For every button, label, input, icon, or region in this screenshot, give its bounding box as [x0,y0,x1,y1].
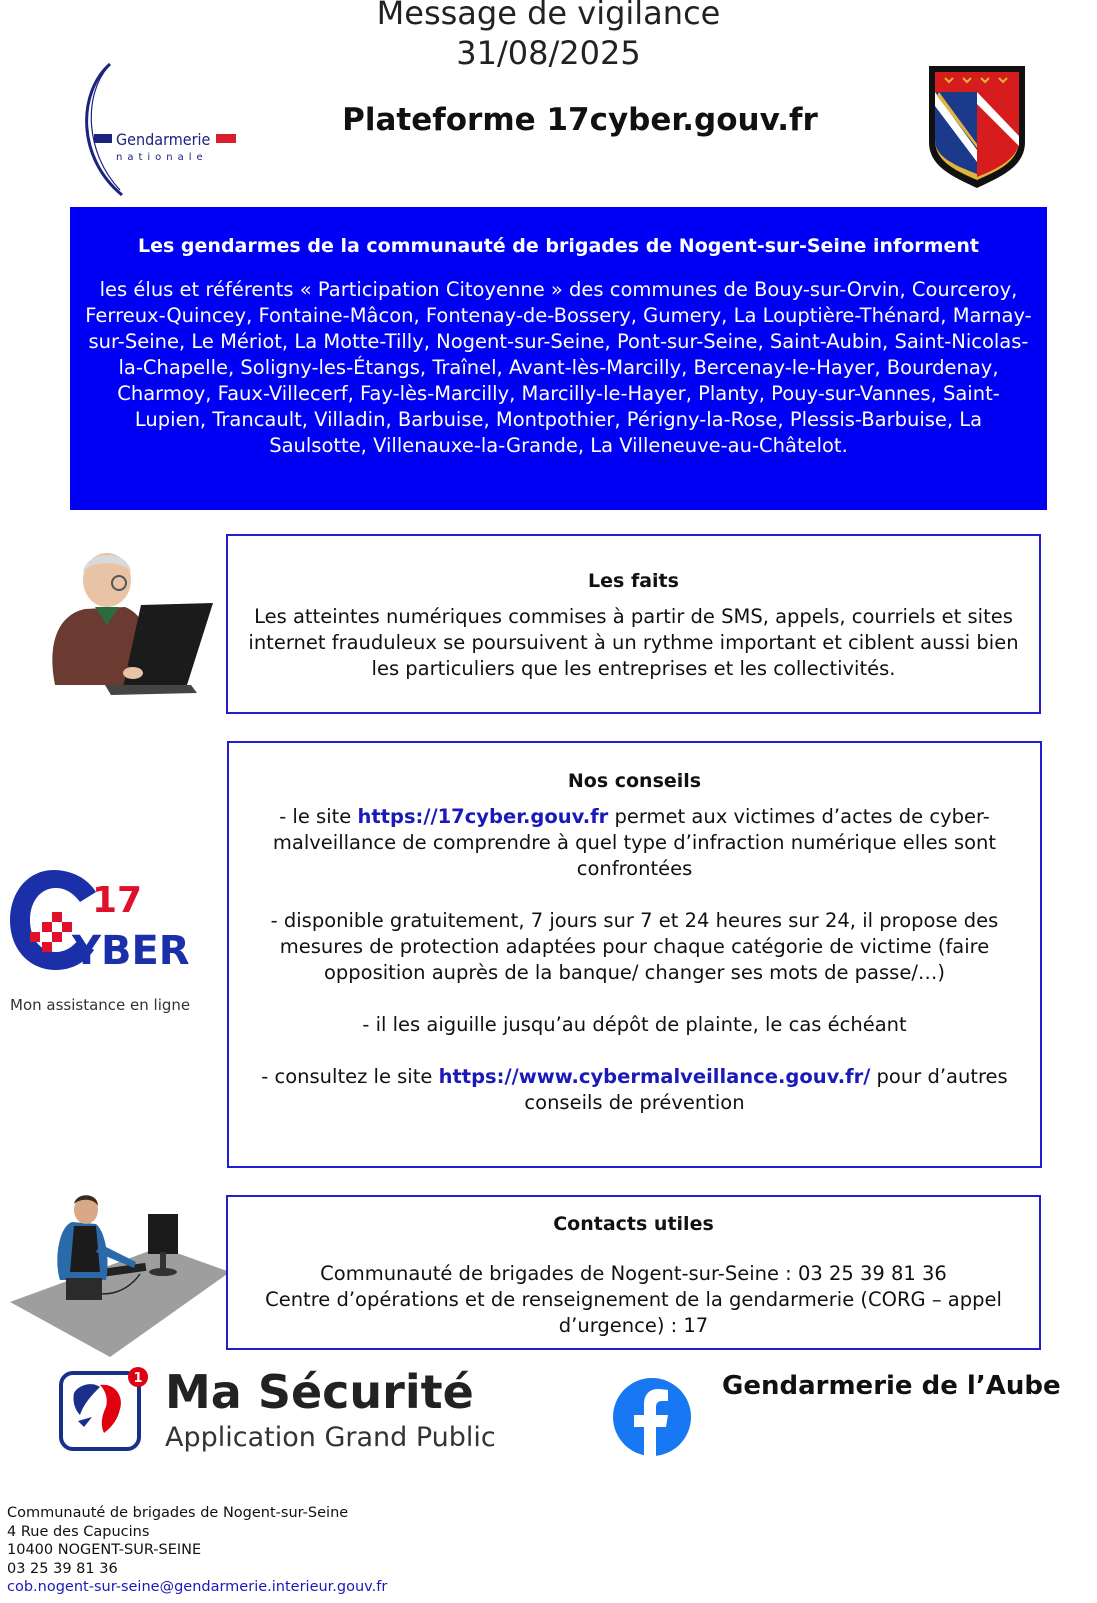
footer-address [7,1504,387,1597]
cyber-number: 17 [92,880,143,921]
intro-box [70,207,1047,510]
gendarmerie-word: Gendarmerie [116,130,211,149]
contact-line-brigade: Communauté de brigades de Nogent-sur-Seine : 03 25 39 81 36 [320,1262,947,1285]
intro-heading: Les gendarmes de la communauté de brigades de Nogent-sur-Seine informent [138,235,979,257]
man-at-laptop-illustration [45,545,215,700]
advice-paragraph-2: - disponible gratuitement, 7 jours sur 7 et 24 heures sur 24, il propose des mesures de protection adaptées pour chaque catégorie de victime (faire opposition auprès de la banque/ changer ses mots de passe/…) [270,909,999,984]
notification-badge: 1 [133,1371,143,1386]
gendarme-at-computer-illustration [10,1192,230,1357]
footer-city: 10400 NOGENT-SUR-SEINE [7,1542,202,1558]
cyber-word: YBER [72,928,190,974]
facebook-page-label: Gendarmerie de l’Aube [722,1371,1061,1401]
footer-email-link[interactable]: cob.nogent-sur-seine@gendarmerie.interieur.gouv.fr [7,1579,388,1595]
17cyber-link[interactable]: https://17cyber.gouv.fr [357,805,609,828]
advice-paragraph-4: - consultez le site https://www.cybermalveillance.gouv.fr/ pour d’autres conseils de prévention [261,1065,1008,1114]
ma-securite-title: Ma Sécurité [165,1365,474,1419]
footer-unit: Communauté de brigades de Nogent-sur-Seine [7,1505,349,1521]
cybermalveillance-link[interactable]: https://www.cybermalveillance.gouv.fr/ [438,1065,871,1088]
advice-box [227,741,1042,1168]
contacts-title: Contacts utiles [553,1213,714,1235]
document-date: 31/08/2025 [456,34,641,72]
17cyber-logo [8,870,203,975]
document-title: Message de vigilance [376,0,721,32]
footer-phone: 03 25 39 81 36 [7,1560,118,1577]
gendarmerie-sub: nationale [116,152,208,163]
platform-heading: Plateforme 17cyber.gouv.fr [342,102,818,138]
footer-street: 4 Rue des Capucins [7,1523,150,1540]
facebook-icon[interactable] [610,1375,694,1459]
contacts-box [226,1195,1041,1350]
advice-paragraph-1: - le site https://17cyber.gouv.fr permet aux victimes d’actes de cyber-malveillance de comprendre à quel type d’infraction numérique elles sont confrontées [272,805,997,880]
intro-body: les élus et référents « Participation Citoyenne » des communes de Bouy-sur-Orvin, Courceroy, Ferreux-Quincey, Fontaine-Mâcon, Fontenay-de-Bossery, Gumery, La Louptière-Thénard, Marnay-sur-Seine, Le Mériot, La Motte-Tilly, Nogent-sur-Seine, Pont-sur-Seine, Saint-Aubin, Saint-Nicolas-la-Chapelle, Soligny-les-Étangs, Traînel, Avant-lès-Marcilly, Bercenay-le-Hayer, Bourdenay, Charmoy, Faux-Villecerf, Fay-lès-Marcilly, Marcilly-le-Hayer, Planty, Pouy-sur-Vannes, Saint-Lupien, Trancault, Villadin, Barbuise, Montpothier, Périgny-la-Rose, Plessis-Barbuise, La Saulsotte, Villenauxe-la-Grande, La Villeneuve-au-Châtelot. [85,278,1032,457]
advice-paragraph-3: - il les aiguille jusqu’au dépôt de plainte, le cas échéant [362,1013,907,1036]
coat-of-arms-shield [925,62,1029,190]
contact-line-corg: Centre d’opérations et de renseignement de la gendarmerie (CORG – appel d’urgence) : 17 [265,1288,1002,1337]
ma-securite-subtitle: Application Grand Public [165,1422,496,1453]
gendarmerie-logo [78,62,248,197]
facts-body: Les atteintes numériques commises à partir de SMS, appels, courriels et sites internet frauduleux se poursuivent à un rythme important et ciblent aussi bien les particuliers que les entreprises et les collectivités. [248,605,1019,680]
ma-securite-app-icon[interactable] [58,1365,150,1453]
cyber-tagline: Mon assistance en ligne [10,996,191,1014]
advice-title: Nos conseils [567,770,702,792]
facts-title: Les faits [588,570,679,592]
facts-box [226,534,1041,714]
